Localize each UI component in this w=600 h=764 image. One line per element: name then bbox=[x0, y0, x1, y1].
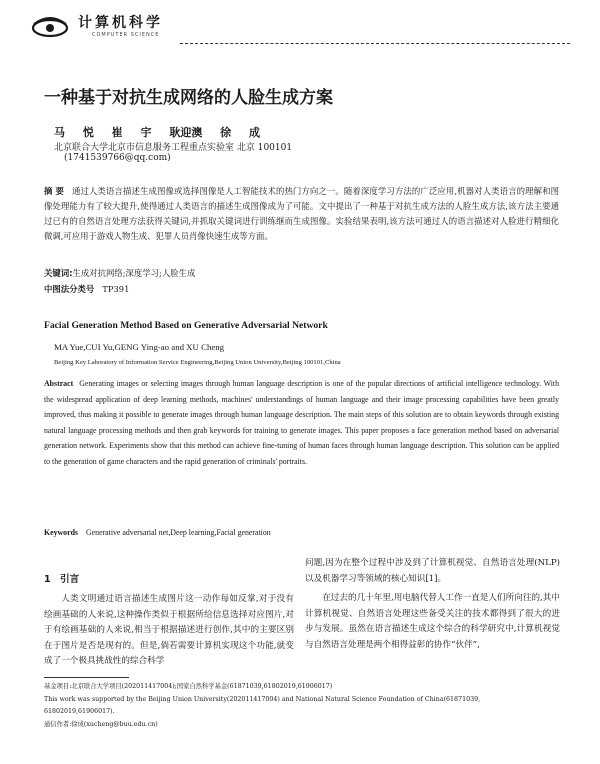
header-rule bbox=[180, 43, 570, 44]
keywords-en-label: Keywords bbox=[44, 528, 78, 537]
body-column-right bbox=[305, 556, 560, 654]
footnote-funding-en-cont: 61802019,61906017). bbox=[44, 708, 115, 715]
paper-title-cn: 一种基于对抗生成网络的人脸生成方案 bbox=[44, 88, 333, 108]
abstract-en bbox=[44, 376, 559, 470]
journal-subtitle: COMPUTER SCIENCE bbox=[92, 32, 160, 38]
body-paragraph: 在过去的几十年里,用电脑代替人工作一直是人们所向往的,其中计算机视觉、自然语言处理这些备受关注的技术都得到了很大的进步与发展。虽然在语言描述生成这个综合的科学研究中,计算机视觉与自然语言处理是两个相得益彰的协作“伙伴”, bbox=[305, 593, 560, 650]
footnotes bbox=[44, 681, 564, 731]
clc-value: TP391 bbox=[102, 284, 130, 294]
keywords-cn bbox=[44, 267, 559, 279]
paper-title-en: Facial Generation Method Based on Generative Adversarial Network bbox=[44, 320, 328, 331]
abstract-cn bbox=[44, 184, 559, 244]
body-column-left bbox=[44, 592, 294, 670]
keywords-en-text: Generative adversarial net,Deep learning,Facial generation bbox=[86, 528, 271, 537]
clc-number bbox=[44, 283, 129, 295]
clc-label: 中图法分类号 bbox=[44, 284, 95, 294]
authors-cn: 马 悦 崔 宇 耿迎澳 徐 成 bbox=[54, 126, 260, 139]
abstract-en-text: Generating images or selecting images through human language description is one of the popular directions of artificial intelligence technology. With the widespread application of deep learning methods, machines' understandings of human language and their image processing capabilities have been greatly improved, thus making it possible to generate images through human language description. The main steps of this solution are to obtain keywords through existing natural language processing methods and then grab keywords for training to generate images. This paper proposes a face generation method based on adversarial generation network. Experiments show that this method can achieve fine-tuning of human faces through human language description. This solution can be applied to the generation of game characters and the rapid generation of criminals' portraits. bbox=[44, 379, 559, 466]
affiliation-en: Beijing Key Laboratory of Information Service Engineering,Beijing Union University,Beijing 100101,China bbox=[54, 359, 341, 366]
footnote-funding-en: This work was supported by the Beijing Union University(202011417004) and National Natural Science Foundation of China(61871039, bbox=[44, 695, 481, 703]
footnote-rule bbox=[44, 677, 129, 678]
body-paragraph: 人类文明通过语言描述生成图片这一动作每如反掌,对于没有绘画基础的人来说,这种操作类似于根据所给信息选择对应图片,对于有绘画基础的人来说,相当于根据描述进行创作,其中的主要区别在于图片是否是现有的。但是,倘若需要计算机实现这个功能,就变成了一个极具挑战性的综合科学 bbox=[44, 594, 294, 667]
abstract-cn-text: 通过人类语言描述生成图像或选择图像是人工智能技术的热门方向之一。随着深度学习方法的广泛应用,机器对人类语言的理解和图像处理能力有了较大提升,使得通过人类语言的描述生成图像成为了可能。文中提出了一种基于对抗生成方法的人脸生成方法,该方法主要通过已有的自然语言处理方法获得关键词,并抓取关键词进行训练继而生成图像。实验结果表明,该方法可通过人的语言描述对人脸进行精细化微调,可应用于游戏人物生成、犯罪人员肖像快速生成等方面。 bbox=[44, 186, 559, 241]
keywords-cn-label: 关键词: bbox=[44, 268, 73, 278]
section-heading-introduction: 1 引言 bbox=[44, 574, 80, 585]
journal-header bbox=[30, 10, 570, 50]
body-paragraph: 问题,因为在整个过程中涉及到了计算机视觉、自然语言处理(NLP)以及机器学习等领域的核心知识[1]。 bbox=[305, 558, 560, 584]
journal-name: 计算机科学 bbox=[78, 15, 163, 31]
keywords-cn-text: 生成对抗网络;深度学习;人脸生成 bbox=[72, 268, 196, 278]
authors-en: MA Yue,CUI Yu,GENG Ying-ao and XU Cheng bbox=[54, 342, 225, 352]
abstract-en-label: Abstract bbox=[44, 379, 74, 388]
footnote-corresponding-author: 通信作者:徐成(xucheng@buu.edu.cn) bbox=[44, 720, 158, 728]
footnote-funding-cn: 基金项目:北京联合大学项目(202011417004);国家自然科学基金(61871039,61802019,61906017) bbox=[44, 683, 333, 690]
author-email: (1741539766@qq.com) bbox=[64, 153, 171, 163]
keywords-en bbox=[44, 528, 559, 537]
affiliation-cn: 北京联合大学北京市信息服务工程重点实验室 北京 100101 bbox=[54, 143, 293, 153]
abstract-cn-label: 摘 要 bbox=[44, 186, 65, 196]
journal-logo-icon bbox=[30, 14, 70, 40]
